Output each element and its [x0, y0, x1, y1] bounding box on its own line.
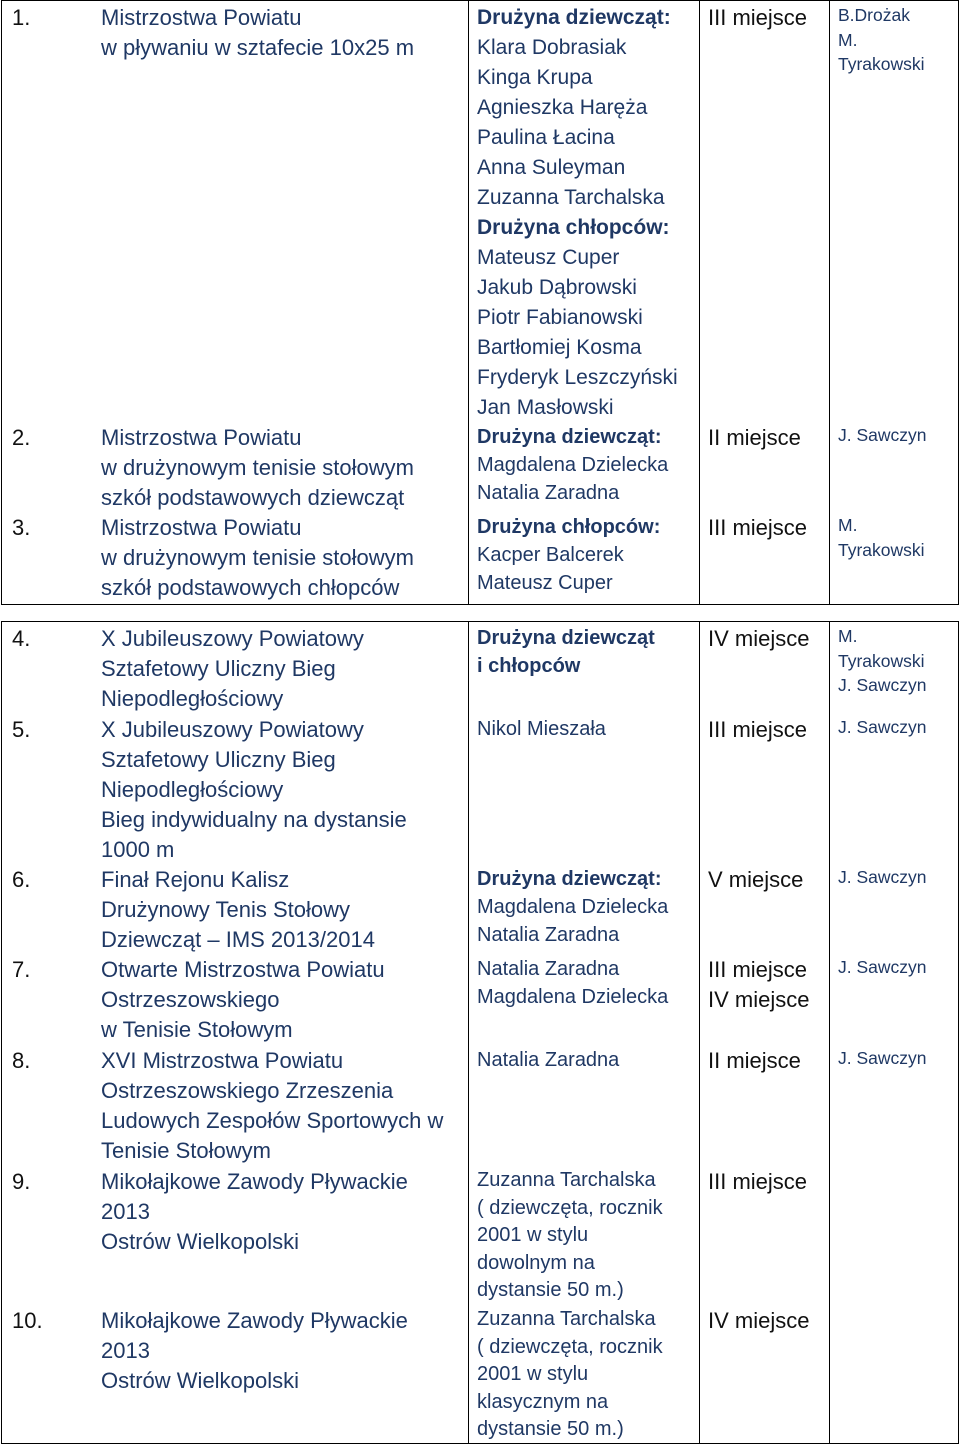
place-result: II miejsce [708, 1048, 801, 1073]
participant-name: Natalia Zaradna [477, 924, 620, 946]
competition-name-line: Bieg indywidualny na dystansie [101, 807, 407, 832]
competition-name-line: Tenisie Stołowym [101, 1138, 271, 1163]
competition-name [101, 1167, 468, 1257]
place-cell [699, 863, 829, 953]
team-label: Drużyna dziewcząt [477, 627, 655, 649]
place-cell [699, 1044, 829, 1165]
competition-name-line: w drużynowym tenisie stołowym [101, 455, 414, 480]
teacher-name-line: Tyrakowski [838, 539, 925, 560]
teacher-name-line: Tyrakowski [838, 650, 925, 671]
competition-name-line: Mistrzostwa Powiatu [101, 515, 302, 540]
teacher-name-line: M. [838, 515, 858, 535]
results-table-part-2 [1, 621, 959, 1444]
competition-cell [2, 1, 468, 421]
row-number: 4. [12, 626, 31, 651]
row-number: 7. [12, 957, 31, 982]
row-number: 8. [12, 1048, 31, 1073]
competition-name-line: Mikołajkowe Zawody Pływackie [101, 1169, 408, 1194]
place-result: III miejsce [708, 515, 808, 540]
participant-note: dowolnym na [477, 1251, 595, 1274]
participants-cell [468, 622, 699, 713]
row-number: 5. [12, 717, 31, 742]
teacher-name-line: J. Sawczyn [838, 957, 927, 977]
participant-note: 2001 w stylu [477, 1363, 589, 1385]
participants-cell [468, 953, 699, 1044]
competition-name [101, 1046, 468, 1165]
place-result: V miejsce [708, 867, 804, 892]
table-row [2, 713, 958, 863]
participant-note: dystansie 50 m.) [477, 1418, 624, 1440]
competition-cell [2, 1165, 468, 1304]
competition-cell [2, 1304, 468, 1443]
teacher-name-line: J. Sawczyn [838, 675, 927, 695]
participants-cell [468, 1165, 699, 1304]
competition-name-line: Mistrzostwa Powiatu [101, 425, 302, 450]
teacher-cell [829, 1, 958, 421]
place-result: IV miejsce [708, 987, 810, 1012]
competition-name-line: Dziewcząt – IMS 2013/2014 [101, 927, 375, 952]
table-row [2, 863, 958, 953]
participant-name: Magdalena Dzielecka [477, 454, 669, 476]
competition-name-line: Drużynowy Tenis Stołowy [101, 897, 351, 922]
participant-name: Kacper Balcerek [477, 544, 624, 566]
participant-name: Bartłomiej Kosma [477, 336, 642, 359]
place-cell [699, 713, 829, 863]
row-number: 1. [12, 5, 31, 30]
competition-name-line: X Jubileuszowy Powiatowy [101, 717, 364, 742]
place-result: III miejsce [708, 717, 808, 742]
participants-cell [468, 1044, 699, 1165]
participant-name: Zuzanna Tarchalska [477, 1308, 656, 1330]
competition-name-line: X Jubileuszowy Powiatowy [101, 626, 364, 651]
competition-name [101, 865, 468, 953]
competition-name-line: Mikołajkowe Zawody Pływackie [101, 1308, 408, 1333]
team-label: Drużyna dziewcząt: [477, 6, 671, 29]
competition-name-line: XVI Mistrzostwa Powiatu [101, 1048, 344, 1073]
competition-name-line: Ostrzeszowskiego [101, 987, 280, 1012]
team-label: i chłopców [477, 655, 581, 677]
competition-name-line: szkół podstawowych chłopców [101, 575, 400, 600]
place-cell [699, 953, 829, 1044]
participant-name: Zuzanna Tarchalska [477, 1169, 656, 1191]
participant-name: Agnieszka Haręża [477, 96, 648, 119]
place-cell [699, 622, 829, 713]
competition-cell [2, 863, 468, 953]
place-result: III miejsce [708, 957, 808, 982]
competition-name [101, 715, 468, 863]
teacher-cell [829, 421, 958, 511]
teacher-name-line: J. Sawczyn [838, 1048, 927, 1068]
participant-note: klasycznym na [477, 1390, 609, 1413]
competition-cell [2, 1044, 468, 1165]
participant-name: Kinga Krupa [477, 66, 593, 89]
competition-cell [2, 953, 468, 1044]
teacher-name-line: B.Drożak [838, 5, 910, 25]
teacher-name-line: J. Sawczyn [838, 867, 927, 887]
competition-name-line: 2013 [101, 1338, 150, 1363]
teacher-cell [829, 863, 958, 953]
teacher-cell [829, 1165, 958, 1304]
participant-name: Natalia Zaradna [477, 958, 620, 980]
competition-cell [2, 421, 468, 511]
results-table-part-1 [1, 0, 959, 605]
table-row [2, 1044, 958, 1165]
competition-name [101, 1306, 468, 1396]
row-number: 9. [12, 1169, 31, 1194]
participants-cell [468, 713, 699, 863]
place-result: III miejsce [708, 1169, 808, 1194]
participants-cell [468, 511, 699, 604]
place-result: IV miejsce [708, 626, 810, 651]
place-result: III miejsce [708, 5, 808, 30]
participant-name: Zuzanna Tarchalska [477, 186, 665, 209]
table-row [2, 1, 958, 421]
table-row [2, 421, 958, 511]
teacher-cell [829, 1304, 958, 1443]
teacher-cell [829, 511, 958, 604]
teacher-cell [829, 622, 958, 713]
competition-name-line: w drużynowym tenisie stołowym [101, 545, 414, 570]
participants-cell [468, 1, 699, 421]
participant-name: Magdalena Dzielecka [477, 986, 669, 1008]
competition-name-line: Ludowych Zespołów Sportowych w [101, 1108, 444, 1133]
table-row [2, 953, 958, 1044]
row-number: 3. [12, 515, 31, 540]
competition-name-line: Niepodległościowy [101, 777, 284, 802]
participant-name: Klara Dobrasiak [477, 36, 627, 59]
teacher-cell [829, 713, 958, 863]
table-row [2, 1165, 958, 1304]
participants-cell [468, 863, 699, 953]
teacher-cell [829, 953, 958, 1044]
participant-name: Jan Masłowski [477, 396, 614, 419]
competition-cell [2, 511, 468, 604]
participant-name: Mateusz Cuper [477, 572, 613, 594]
participant-name: Fryderyk Leszczyński [477, 366, 678, 389]
table-row [2, 622, 958, 713]
participant-name: Anna Suleyman [477, 156, 626, 179]
competition-name [101, 955, 468, 1044]
participant-name: Nikol Mieszała [477, 718, 606, 740]
participant-name: Mateusz Cuper [477, 246, 620, 269]
teacher-name-line: J. Sawczyn [838, 717, 927, 737]
teacher-name-line: Tyrakowski [838, 54, 925, 74]
team-label: Drużyna chłopców: [477, 516, 661, 538]
participant-note: ( dziewczęta, rocznik [477, 1335, 663, 1358]
place-cell [699, 511, 829, 604]
competition-name-line: Niepodległościowy [101, 686, 284, 711]
teacher-name-line: J. Sawczyn [838, 425, 927, 445]
place-cell [699, 1, 829, 421]
team-label: Drużyna dziewcząt: [477, 426, 662, 448]
competition-name-line: Ostrzeszowskiego Zrzeszenia [101, 1078, 394, 1103]
teacher-name-line: M. [838, 29, 858, 50]
participant-note: 2001 w stylu [477, 1224, 589, 1246]
table-row [2, 1304, 958, 1443]
participant-name: Paulina Łacina [477, 126, 615, 149]
competition-name [101, 3, 468, 63]
participant-note: ( dziewczęta, rocznik [477, 1196, 663, 1219]
team-label: Drużyna dziewcząt: [477, 868, 662, 890]
participant-name: Piotr Fabianowski [477, 306, 643, 329]
competition-name-line: 2013 [101, 1199, 150, 1224]
competition-name-line: szkół podstawowych dziewcząt [101, 485, 405, 510]
participants-cell [468, 1304, 699, 1443]
competition-name-line: Sztafetowy Uliczny Bieg [101, 656, 336, 681]
participants-cell [468, 421, 699, 511]
table-row [2, 511, 958, 604]
row-number: 10. [12, 1308, 43, 1333]
place-cell [699, 1304, 829, 1443]
team-label: Drużyna chłopców: [477, 216, 670, 239]
participant-name: Natalia Zaradna [477, 482, 620, 504]
row-number: 6. [12, 867, 31, 892]
competition-name-line: w Tenisie Stołowym [101, 1017, 293, 1042]
competition-cell [2, 713, 468, 863]
competition-name-line: Ostrów Wielkopolski [101, 1229, 300, 1254]
place-cell [699, 1165, 829, 1304]
place-result: II miejsce [708, 425, 801, 450]
place-result: IV miejsce [708, 1308, 810, 1333]
teacher-name-line: M. [838, 626, 858, 646]
participant-name: Magdalena Dzielecka [477, 896, 669, 918]
participant-name: Natalia Zaradna [477, 1049, 620, 1071]
competition-name-line: Mistrzostwa Powiatu [101, 5, 302, 30]
row-number: 2. [12, 425, 31, 450]
competition-name-line: 1000 m [101, 837, 175, 862]
competition-name-line: Otwarte Mistrzostwa Powiatu [101, 957, 385, 982]
competition-name-line: Finał Rejonu Kalisz [101, 867, 290, 892]
participant-note: dystansie 50 m.) [477, 1279, 624, 1301]
competition-name [101, 624, 468, 713]
competition-name-line: w pływaniu w sztafecie 10x25 m [101, 35, 415, 60]
competition-name [101, 423, 468, 511]
teacher-cell [829, 1044, 958, 1165]
competition-cell [2, 622, 468, 713]
place-cell [699, 421, 829, 511]
competition-name [101, 513, 468, 603]
competition-name-line: Sztafetowy Uliczny Bieg [101, 747, 336, 772]
competition-name-line: Ostrów Wielkopolski [101, 1368, 300, 1393]
participant-name: Jakub Dąbrowski [477, 276, 637, 299]
